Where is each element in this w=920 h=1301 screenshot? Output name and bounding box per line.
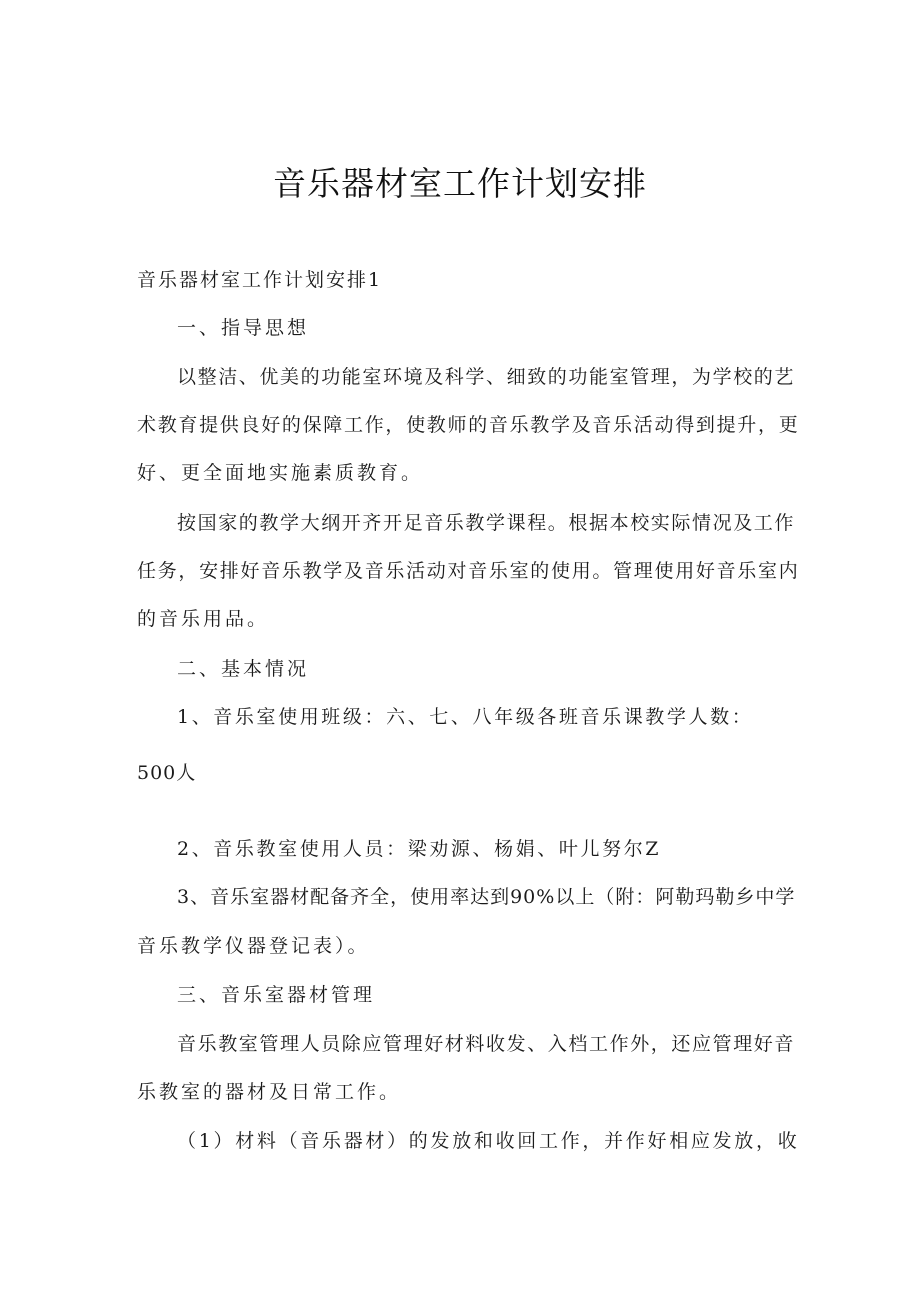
paragraph-line: 以整洁、优美的功能室环境及科学、细致的功能室管理，为学校的艺 xyxy=(177,366,796,388)
paragraph-line: 任务，安排好音乐教学及音乐活动对音乐室的使用。管理使用好音乐室内 xyxy=(137,560,800,582)
subheading-basic-situation: 二、基本情况 xyxy=(177,658,310,680)
list-item: 1、音乐室使用班级：六、七、八年级各班音乐课教学人数： xyxy=(177,706,754,728)
paragraph-line: 500人 xyxy=(137,762,197,784)
subheading-equipment-management: 三、音乐室器材管理 xyxy=(177,984,376,1006)
paragraph-line: 音乐教学仪器登记表）。 xyxy=(137,935,370,957)
list-item: 2、音乐教室使用人员：梁劝源、杨娟、叶儿努尔Z xyxy=(177,838,662,860)
paragraph-line: 的音乐用品。 xyxy=(137,608,270,630)
section-heading: 音乐器材室工作计划安排1 xyxy=(137,269,383,291)
list-item: 3、音乐室器材配备齐全，使用率达到90%以上（附：阿勒玛勒乡中学 xyxy=(177,886,796,908)
list-item: （1）材料（音乐器材）的发放和收回工作，并作好相应发放，收 xyxy=(177,1130,800,1152)
paragraph-line: 术教育提供良好的保障工作，使教师的音乐教学及音乐活动得到提升，更 xyxy=(137,414,800,436)
paragraph-line: 按国家的教学大纲开齐开足音乐教学课程。根据本校实际情况及工作 xyxy=(177,512,796,534)
paragraph-line: 乐教室的器材及日常工作。 xyxy=(137,1081,402,1103)
paragraph-line: 好、更全面地实施素质教育。 xyxy=(137,462,424,484)
subheading-guiding-ideology: 一、指导思想 xyxy=(177,317,310,339)
document-title: 音乐器材室工作计划安排 xyxy=(273,164,647,203)
paragraph-line: 音乐教室管理人员除应管理好材料收发、入档工作外，还应管理好音 xyxy=(177,1033,796,1055)
